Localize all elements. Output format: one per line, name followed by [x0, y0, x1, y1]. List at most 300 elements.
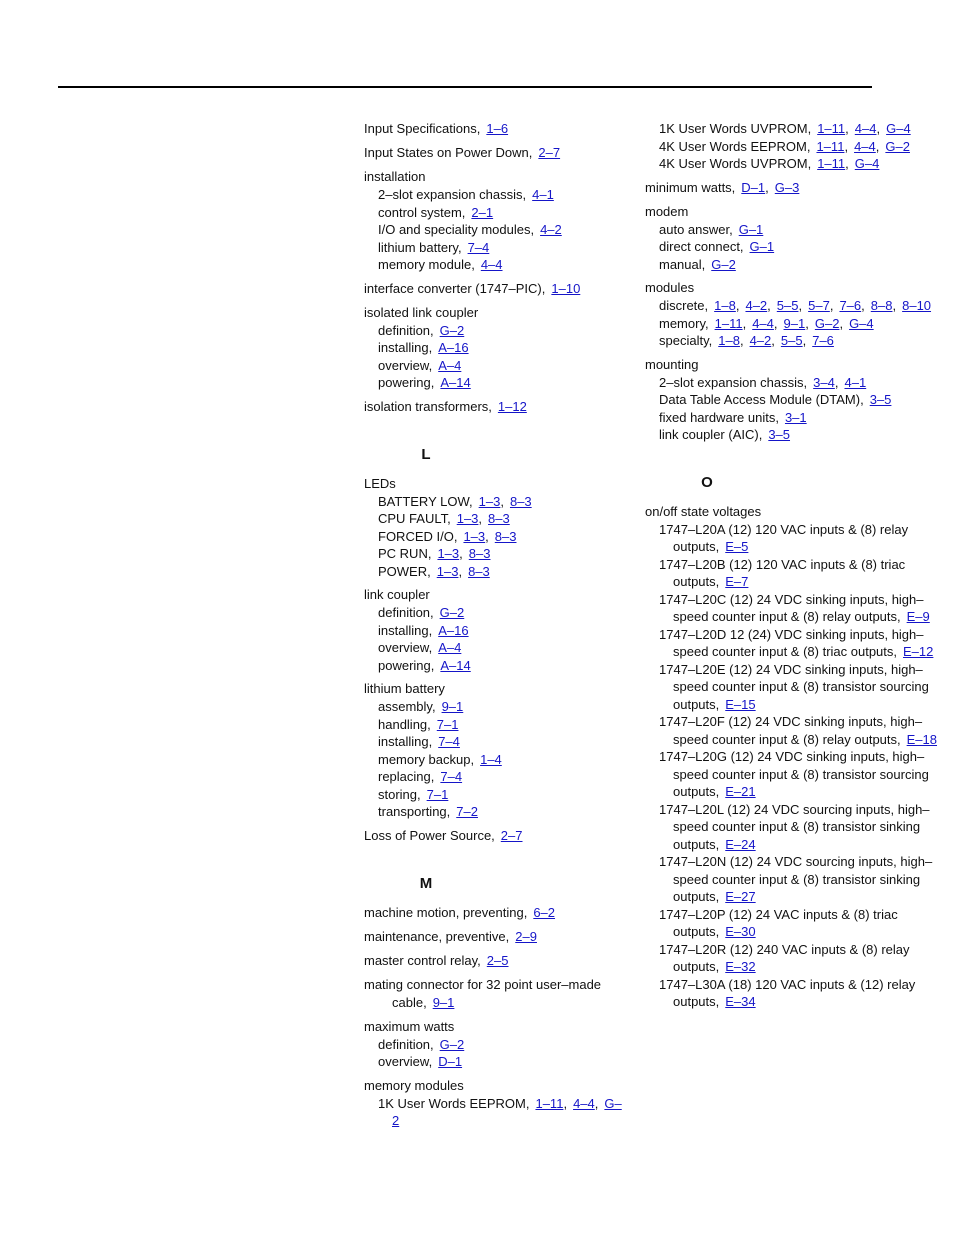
page-link[interactable]: E–24	[725, 836, 756, 852]
index-entry-leds	[364, 475, 626, 581]
page-link[interactable]: 7–6	[812, 333, 834, 348]
page-link[interactable]: A–4	[438, 357, 462, 373]
page-link[interactable]: 3–5	[768, 427, 791, 442]
page-link[interactable]: A–16	[438, 340, 469, 355]
page-link[interactable]: 2–1	[471, 204, 494, 220]
index-subentry	[364, 1095, 626, 1130]
index-term-text: master control relay,	[364, 952, 481, 968]
index-term	[364, 680, 626, 698]
index-subentry-text: manual,	[659, 256, 706, 272]
page-link[interactable]: E–15	[725, 696, 756, 712]
index-term-text: on/off state voltages	[645, 503, 762, 519]
page-link[interactable]: 8–10	[902, 298, 932, 313]
page-separator: ,	[845, 156, 849, 171]
page-link[interactable]: 2–9	[515, 928, 537, 944]
index-column-left	[364, 120, 626, 1136]
page-link[interactable]: 1–3	[456, 511, 479, 526]
page-separator: ,	[767, 298, 771, 313]
index-subentry	[645, 626, 945, 661]
page-link[interactable]: G–2	[439, 605, 465, 620]
index-subentry-text: link coupler (AIC),	[659, 427, 763, 442]
index-subentry	[364, 239, 626, 257]
index-subentry	[364, 186, 626, 204]
index-subentry	[364, 604, 626, 622]
page-separator: ,	[459, 546, 463, 561]
index-subentry	[364, 657, 626, 675]
index-subentry	[645, 976, 945, 1011]
page-separator: ,	[735, 298, 740, 313]
index-subentry-text: powering,	[378, 375, 435, 390]
index-subentry	[364, 716, 626, 734]
index-term	[364, 827, 626, 845]
index-subentry-text: 2–slot expansion chassis,	[659, 374, 808, 390]
index-term-text: modem	[645, 203, 689, 219]
index-term	[364, 475, 626, 493]
page-separator: ,	[892, 298, 897, 313]
section-letter-m: M	[419, 874, 433, 892]
page-link[interactable]: 1–3	[436, 563, 459, 579]
index-subentry-text: storing,	[378, 786, 421, 802]
index-entry-input-states-on-power-down	[364, 144, 626, 162]
index-subentry-text: 1K User Words UVPROM,	[659, 121, 812, 136]
index-subentry-text: 1747–L20F (12) 24 VDC sinking inputs, high–speed counter input & (8) relay outputs,	[659, 714, 923, 747]
index-subentry	[364, 510, 626, 528]
page-link[interactable]: 2–7	[500, 827, 523, 843]
index-term	[364, 280, 626, 298]
index-subentry-text: memory module,	[378, 257, 475, 272]
page-link[interactable]: E–18	[906, 731, 938, 747]
index-subentry-text: 4K User Words UVPROM,	[659, 156, 812, 171]
page-separator: ,	[876, 121, 881, 136]
index-entry-mating-connector-for-32-point-user-made-	[364, 976, 626, 1012]
page-link[interactable]: 1–12	[497, 398, 527, 414]
index-subentries	[364, 698, 626, 821]
page-separator: ,	[500, 493, 504, 509]
index-subentry	[364, 751, 626, 769]
page-link[interactable]: E–30	[725, 924, 756, 939]
page-link[interactable]: 8–3	[468, 563, 490, 579]
index-entry-input-specifications	[364, 120, 626, 138]
index-subentry-text: transporting,	[378, 804, 451, 819]
index-subentry-text: assembly,	[378, 699, 436, 714]
index-entry-mounting	[645, 356, 945, 444]
page-link[interactable]: 1–11	[535, 1095, 564, 1111]
page-link[interactable]: 7–2	[456, 804, 478, 819]
index-subentry	[645, 238, 945, 256]
index-term	[364, 1077, 626, 1095]
page-link[interactable]: E–12	[903, 644, 934, 659]
page-link[interactable]: E–32	[725, 959, 756, 974]
section-letter-o: O	[701, 473, 713, 491]
index-subentries	[645, 374, 945, 444]
index-entry-maintenance-preventive	[364, 928, 626, 946]
index-term-text: isolated link coupler	[364, 304, 479, 320]
page-separator: ,	[805, 315, 809, 331]
page-separator: ,	[765, 179, 769, 195]
page-link[interactable]: 9–1	[783, 315, 806, 331]
index-subentry	[364, 204, 626, 222]
index-subentry-text: memory backup,	[378, 751, 475, 767]
index-term	[364, 904, 626, 922]
page-link[interactable]: A–4	[438, 640, 462, 655]
page-link[interactable]: A–14	[440, 657, 471, 673]
index-entry-on-off-state-voltages	[645, 503, 945, 1011]
index-subentry	[645, 256, 945, 274]
page-link[interactable]: G–2	[711, 256, 736, 272]
page-link[interactable]: 8–3	[494, 528, 517, 544]
page-link[interactable]: 2–7	[538, 145, 561, 160]
index-subentry	[645, 315, 945, 333]
index-term	[364, 168, 626, 186]
page-link[interactable]: 1–3	[478, 493, 501, 509]
page-link[interactable]: 4–2	[749, 333, 772, 348]
index-subentry-text: 1747–L20B (12) 120 VAC inputs & (8) triac outputs,	[659, 556, 906, 589]
index-term-text: link coupler	[364, 587, 430, 602]
index-subentry-text: control system,	[378, 204, 466, 220]
page-separator: ,	[839, 315, 844, 331]
index-subentry	[645, 941, 945, 976]
index-subentry-text: overview,	[378, 640, 433, 655]
page-link[interactable]: 1–8	[714, 298, 736, 313]
page-separator: ,	[798, 298, 803, 313]
page-link[interactable]: 4–4	[854, 121, 877, 136]
index-subentry-text: auto answer,	[659, 221, 733, 237]
index-subentry	[364, 374, 626, 392]
index-entry-modules	[645, 279, 945, 350]
index-subentry	[645, 853, 945, 906]
page-link[interactable]: 2–5	[486, 952, 509, 968]
page-link[interactable]: E–9	[906, 609, 930, 624]
page-link[interactable]: 8–8	[870, 298, 893, 313]
index-subentry-text: CPU FAULT,	[378, 511, 451, 526]
index-subentry	[364, 698, 626, 716]
index-subentries	[364, 604, 626, 674]
index-subentry-text: BATTERY LOW,	[378, 493, 473, 509]
index-term	[645, 279, 945, 297]
index-subentry	[364, 322, 626, 340]
page-link[interactable]: 4–1	[532, 187, 554, 202]
page-link[interactable]: 9–1	[441, 699, 464, 714]
index-entry-memory-modules	[364, 1077, 626, 1130]
index-subentry	[645, 374, 945, 392]
index-term	[364, 304, 626, 322]
page-link[interactable]: D–1	[741, 179, 766, 195]
index-term-text: lithium battery	[364, 681, 445, 696]
index-subentry-text: memory,	[659, 315, 709, 331]
index-subentry	[645, 661, 945, 714]
page-link[interactable]: A–14	[440, 375, 471, 390]
page-separator: ,	[844, 138, 849, 154]
page-separator: ,	[834, 374, 839, 390]
index-subentry-text: installing,	[378, 340, 433, 355]
index-term	[645, 203, 945, 221]
page-link[interactable]: 1–11	[817, 156, 846, 171]
index-entry-link-coupler	[364, 586, 626, 674]
index-subentry	[645, 221, 945, 239]
index-term	[645, 356, 945, 374]
index-entry-machine-motion-preventing	[364, 904, 626, 922]
page-link[interactable]: G–2	[439, 322, 465, 338]
index-term	[364, 120, 626, 138]
page-link[interactable]: G–4	[849, 315, 874, 331]
page-separator: ,	[875, 138, 880, 154]
index-subentry-text: powering,	[378, 657, 435, 673]
page-link[interactable]: E–21	[725, 784, 756, 799]
index-subentry-text: discrete,	[659, 298, 709, 313]
index-subentries	[645, 221, 945, 274]
page-link[interactable]: 1–3	[463, 528, 486, 544]
index-subentries	[364, 1095, 626, 1130]
index-entry-installation	[364, 168, 626, 274]
page-link[interactable]: 7–4	[467, 239, 490, 255]
index-term	[645, 503, 945, 521]
index-subentry	[645, 426, 945, 444]
index-subentries	[645, 297, 945, 350]
index-subentry	[645, 297, 945, 315]
page-separator: ,	[458, 563, 463, 579]
index-term	[364, 928, 626, 946]
page-link[interactable]: 7–1	[426, 786, 449, 802]
index-term-text: modules	[645, 280, 695, 295]
page-link[interactable]: G–2	[885, 138, 910, 154]
index-term-text: Input Specifications,	[364, 121, 481, 136]
index-entry-entry	[645, 120, 945, 173]
index-entry-interface-converter-1747-pic	[364, 280, 626, 298]
index-subentry-text: definition,	[378, 322, 434, 338]
index-term-text: interface converter (1747–PIC),	[364, 280, 546, 296]
index-subentry	[364, 1053, 626, 1071]
index-subentry-text: Data Table Access Module (DTAM),	[659, 392, 864, 407]
index-subentries	[364, 1036, 626, 1071]
index-subentries	[645, 120, 945, 173]
index-subentry-text: direct connect,	[659, 239, 744, 254]
index-subentry-text: lithium battery,	[378, 239, 462, 255]
page-link[interactable]: 1–8	[718, 333, 740, 348]
page-link[interactable]: A–16	[438, 622, 469, 638]
index-entry-isolated-link-coupler	[364, 304, 626, 392]
index-term	[364, 976, 626, 1012]
index-term-text: mating connector for 32 point user–made cable,	[364, 976, 602, 1010]
index-subentry-text: 1747–L20L (12) 24 VDC sourcing inputs, high–speed counter input & (8) transistor sinking outputs,	[659, 801, 930, 852]
page-separator: ,	[594, 1095, 599, 1111]
index-subentry-text: overview,	[378, 357, 433, 373]
page-link[interactable]: G–4	[854, 156, 880, 171]
index-subentry-text: fixed hardware units,	[659, 409, 779, 425]
page-link[interactable]: G–1	[738, 221, 764, 237]
index-subentry	[364, 357, 626, 375]
index-term-text: LEDs	[364, 475, 396, 491]
page-link[interactable]: 3–1	[784, 409, 807, 425]
index-term-text: minimum watts,	[645, 179, 736, 195]
page-link[interactable]: 4–4	[854, 138, 876, 154]
index-entry-modem	[645, 203, 945, 274]
page-link[interactable]: 3–4	[813, 374, 835, 390]
page-separator: ,	[742, 315, 747, 331]
index-subentry-text: handling,	[378, 716, 431, 732]
page-link[interactable]: 4–2	[540, 222, 562, 237]
page-link[interactable]: G–4	[886, 121, 911, 136]
page-separator: ,	[845, 121, 849, 136]
page-link[interactable]: 1–3	[437, 546, 460, 561]
index-subentry-text: POWER,	[378, 563, 431, 579]
page-link[interactable]: 6–2	[533, 904, 556, 920]
index-subentry	[645, 521, 945, 556]
index-subentry-text: 1747–L20P (12) 24 VAC inputs & (8) triac outputs,	[659, 906, 898, 939]
index-subentry	[364, 528, 626, 546]
index-subentry-text: installing,	[378, 734, 433, 749]
index-subentry-text: installing,	[378, 622, 433, 638]
index-term	[645, 179, 945, 197]
page-link[interactable]: 4–4	[752, 315, 774, 331]
page-link[interactable]: 1–6	[486, 121, 509, 136]
index-term-text: isolation transformers,	[364, 398, 492, 414]
page-link[interactable]: E–7	[725, 574, 749, 589]
index-entry-isolation-transformers	[364, 398, 626, 416]
page-link[interactable]: 1–10	[551, 280, 581, 296]
page-link[interactable]: 7–4	[440, 769, 463, 784]
index-entry-lithium-battery	[364, 680, 626, 821]
index-subentry	[364, 256, 626, 274]
page-link[interactable]: G–3	[774, 179, 800, 195]
index-subentry	[364, 339, 626, 357]
page-link[interactable]: 5–5	[780, 333, 803, 348]
page-separator: ,	[773, 315, 778, 331]
page-link[interactable]: E–27	[725, 889, 756, 904]
index-subentry	[364, 563, 626, 581]
page-separator: ,	[861, 298, 865, 313]
index-subentry	[645, 155, 945, 173]
page-link[interactable]: 1–11	[714, 315, 743, 331]
page-link[interactable]: 4–4	[573, 1095, 595, 1111]
index-subentry-text: FORCED I/O,	[378, 528, 458, 544]
index-term-text: Input States on Power Down,	[364, 145, 533, 160]
index-subentry	[645, 391, 945, 409]
index-subentry	[364, 803, 626, 821]
page-link[interactable]: 8–3	[488, 511, 510, 526]
page-separator: ,	[739, 333, 744, 348]
index-term	[364, 144, 626, 162]
index-term	[364, 1018, 626, 1036]
index-subentry-text: replacing,	[378, 769, 435, 784]
page-link[interactable]: G–2	[392, 1095, 622, 1128]
page-separator: ,	[563, 1095, 568, 1111]
index-entry-minimum-watts	[645, 179, 945, 197]
index-term-text: Loss of Power Source,	[364, 827, 495, 843]
page-link[interactable]: 4–4	[480, 257, 503, 272]
page-link[interactable]: 4–1	[844, 374, 867, 390]
page-link[interactable]: D–1	[438, 1054, 463, 1069]
index-subentry-text: I/O and speciality modules,	[378, 222, 535, 237]
index-subentry	[645, 409, 945, 427]
index-subentry	[364, 545, 626, 563]
page-separator: ,	[478, 511, 483, 526]
index-subentry	[364, 768, 626, 786]
index-subentry	[364, 1036, 626, 1054]
index-subentry	[645, 748, 945, 801]
index-subentry-text: 1747–L20N (12) 24 VDC sourcing inputs, high–speed counter input & (8) transistor sinking outputs,	[659, 854, 933, 904]
page-link[interactable]: 9–1	[432, 994, 455, 1010]
index-term	[364, 398, 626, 416]
index-subentry-text: overview,	[378, 1054, 433, 1069]
index-subentry-text: 1K User Words EEPROM,	[378, 1095, 530, 1111]
index-subentry-text: PC RUN,	[378, 546, 432, 561]
index-term-text: mounting	[645, 356, 699, 372]
index-subentry	[645, 138, 945, 156]
index-term-text: maintenance, preventive,	[364, 928, 510, 944]
index-subentry-text: definition,	[378, 605, 434, 620]
page-link[interactable]: 5–7	[808, 298, 830, 313]
page-link[interactable]: 5–5	[776, 298, 799, 313]
index-subentry	[645, 591, 945, 626]
index-term-text: memory modules	[364, 1077, 464, 1093]
index-subentries	[364, 493, 626, 581]
index-subentry	[364, 221, 626, 239]
page-link[interactable]: 8–3	[468, 546, 491, 561]
page-separator: ,	[829, 298, 834, 313]
index-subentry	[364, 639, 626, 657]
index-subentry-text: 1747–L30A (18) 120 VAC inputs & (12) relay outputs,	[659, 976, 916, 1009]
page-separator: ,	[771, 333, 775, 348]
page-link[interactable]: 8–3	[509, 493, 532, 509]
index-entry-loss-of-power-source	[364, 827, 626, 845]
page-link[interactable]: 1–11	[817, 121, 846, 136]
page-link[interactable]: 7–4	[438, 734, 460, 749]
page-link[interactable]: 1–11	[816, 138, 845, 154]
index-subentries	[364, 322, 626, 392]
page-link[interactable]: G–2	[814, 315, 840, 331]
index-subentry	[645, 120, 945, 138]
index-subentry	[364, 493, 626, 511]
index-subentry-text: 1747–L20E (12) 24 VDC sinking inputs, high–speed counter input & (8) transistor sourcing outputs,	[659, 661, 929, 712]
index-term-text: maximum watts	[364, 1018, 455, 1034]
index-subentry-text: 1747–L20G (12) 24 VDC sinking inputs, high–speed counter input & (8) transistor sourcing outputs,	[659, 749, 929, 799]
index-subentry-text: 1747–L20C (12) 24 VDC sinking inputs, high–speed counter input & (8) relay outputs,	[659, 591, 924, 624]
index-subentry-text: specialty,	[659, 333, 713, 348]
page-link[interactable]: 4–2	[745, 298, 768, 313]
index-subentry-text: 1747–L20A (12) 120 VAC inputs & (8) relay outputs,	[659, 521, 909, 554]
index-subentry-text: 1747–L20D 12 (24) VDC sinking inputs, high–speed counter input & (8) triac outputs,	[659, 626, 924, 659]
header-rule	[58, 86, 872, 88]
index-term	[364, 952, 626, 970]
page-link[interactable]: E–5	[725, 539, 749, 554]
page-link[interactable]: 7–1	[436, 716, 459, 732]
index-subentry	[645, 906, 945, 941]
page-link[interactable]: G–2	[439, 1036, 465, 1052]
page-link[interactable]: E–34	[725, 994, 756, 1009]
index-subentry-text: 2–slot expansion chassis,	[378, 187, 527, 202]
index-subentries	[645, 521, 945, 1011]
index-entry-maximum-watts	[364, 1018, 626, 1071]
index-subentry-text: 4K User Words EEPROM,	[659, 138, 811, 154]
page-link[interactable]: 3–5	[869, 392, 892, 407]
index-subentry	[645, 332, 945, 350]
index-subentry	[645, 713, 945, 748]
index-subentry-text: definition,	[378, 1036, 434, 1052]
index-term-text: machine motion, preventing,	[364, 904, 528, 920]
page-link[interactable]: G–1	[749, 239, 775, 254]
index-subentries	[364, 186, 626, 274]
page-link[interactable]: 7–6	[839, 298, 862, 313]
page-link[interactable]: 1–4	[480, 751, 502, 767]
page-separator: ,	[802, 333, 807, 348]
index-subentry	[364, 786, 626, 804]
index-entry-master-control-relay	[364, 952, 626, 970]
index-subentry	[364, 733, 626, 751]
index-subentry-text: 1747–L20R (12) 240 VAC inputs & (8) relay outputs,	[659, 941, 910, 974]
page-separator: ,	[485, 528, 489, 544]
index-term	[364, 586, 626, 604]
index-column-right	[645, 120, 945, 1017]
